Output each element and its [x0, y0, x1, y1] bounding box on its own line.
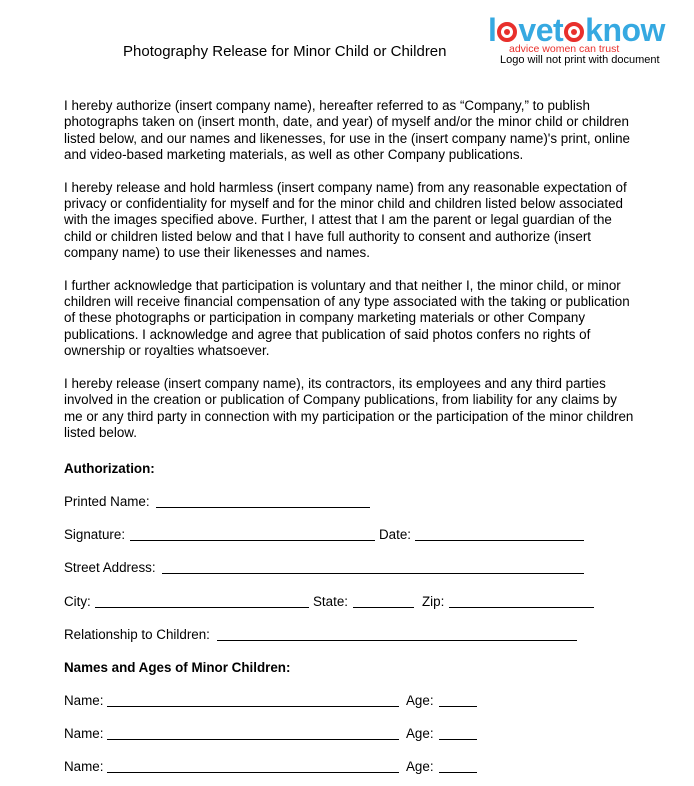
- city-label: City:: [64, 594, 91, 609]
- date-field[interactable]: [415, 540, 584, 541]
- children-heading: Names and Ages of Minor Children:: [64, 660, 291, 675]
- relationship-field[interactable]: [217, 640, 577, 641]
- printed-name-label: Printed Name:: [64, 494, 150, 509]
- child-age-field[interactable]: [439, 772, 477, 773]
- street-address-label: Street Address:: [64, 560, 156, 575]
- child-name-field[interactable]: [107, 739, 399, 740]
- child-age-label: Age:: [406, 693, 434, 708]
- printed-name-field[interactable]: [156, 507, 370, 508]
- logo-wordmark: l vet know: [488, 12, 665, 48]
- paragraph-compensation: I further acknowledge that participation is voluntary and that neither I, the minor child, or minor children will receive financial compensation of any type associated with the taking or publication of these photographs or participation in company marketing materials or other Company publications. I acknowledge and agree that publication of said photos confers no rights of ownership or royalties whatsoever.: [64, 277, 630, 359]
- street-address-field[interactable]: [162, 573, 584, 574]
- child-name-field[interactable]: [107, 772, 399, 773]
- paragraph-release-privacy: I hereby release and hold harmless (insert company name) from any reasonable expectation of privacy or confidentiality for myself and for the minor child and children listed below associated with the images specified above. Further, I attest that I am the parent or legal guardian of the child or children listed below and that I have full authority to consent and authorize (insert company name) to use their likenesses and names.: [64, 179, 627, 261]
- child-name-label: Name:: [64, 726, 104, 741]
- child-age-field[interactable]: [439, 739, 477, 740]
- document-title: Photography Release for Minor Child or Children: [123, 43, 447, 60]
- heart-o-icon: [497, 22, 517, 42]
- child-name-label: Name:: [64, 759, 104, 774]
- city-field[interactable]: [95, 607, 309, 608]
- logo-tagline: advice women can trust: [509, 43, 620, 55]
- zip-label: Zip:: [422, 594, 445, 609]
- date-label: Date:: [379, 527, 412, 542]
- authorization-heading: Authorization:: [64, 461, 155, 476]
- logo-print-note: Logo will not print with document: [500, 54, 660, 66]
- paragraph-liability: I hereby release (insert company name), its contractors, its employees and any third parties involved in the creation or publication of Company publications, from liability for any claims by me or any third party in connection with my participation or the participation of the minor children listed below.: [64, 375, 634, 440]
- relationship-label: Relationship to Children:: [64, 627, 210, 642]
- zip-field[interactable]: [449, 607, 594, 608]
- child-name-label: Name:: [64, 693, 104, 708]
- child-age-label: Age:: [406, 759, 434, 774]
- heart-o-icon: [564, 22, 584, 42]
- signature-label: Signature:: [64, 527, 126, 542]
- state-label: State:: [313, 594, 348, 609]
- signature-field[interactable]: [130, 540, 375, 541]
- release-body: [64, 98, 639, 457]
- paragraph-authorize: I hereby authorize (insert company name), hereafter referred to as “Company,” to publish photographs taken on (insert month, date, and year) of myself and/or the minor child or children listed below, and our names and likenesses, for use in the (insert company name)'s print, online and video-based marketing materials, as well as other Company publications.: [64, 98, 631, 163]
- child-name-field[interactable]: [107, 706, 399, 707]
- state-field[interactable]: [353, 607, 414, 608]
- child-age-field[interactable]: [439, 706, 477, 707]
- child-age-label: Age:: [406, 726, 434, 741]
